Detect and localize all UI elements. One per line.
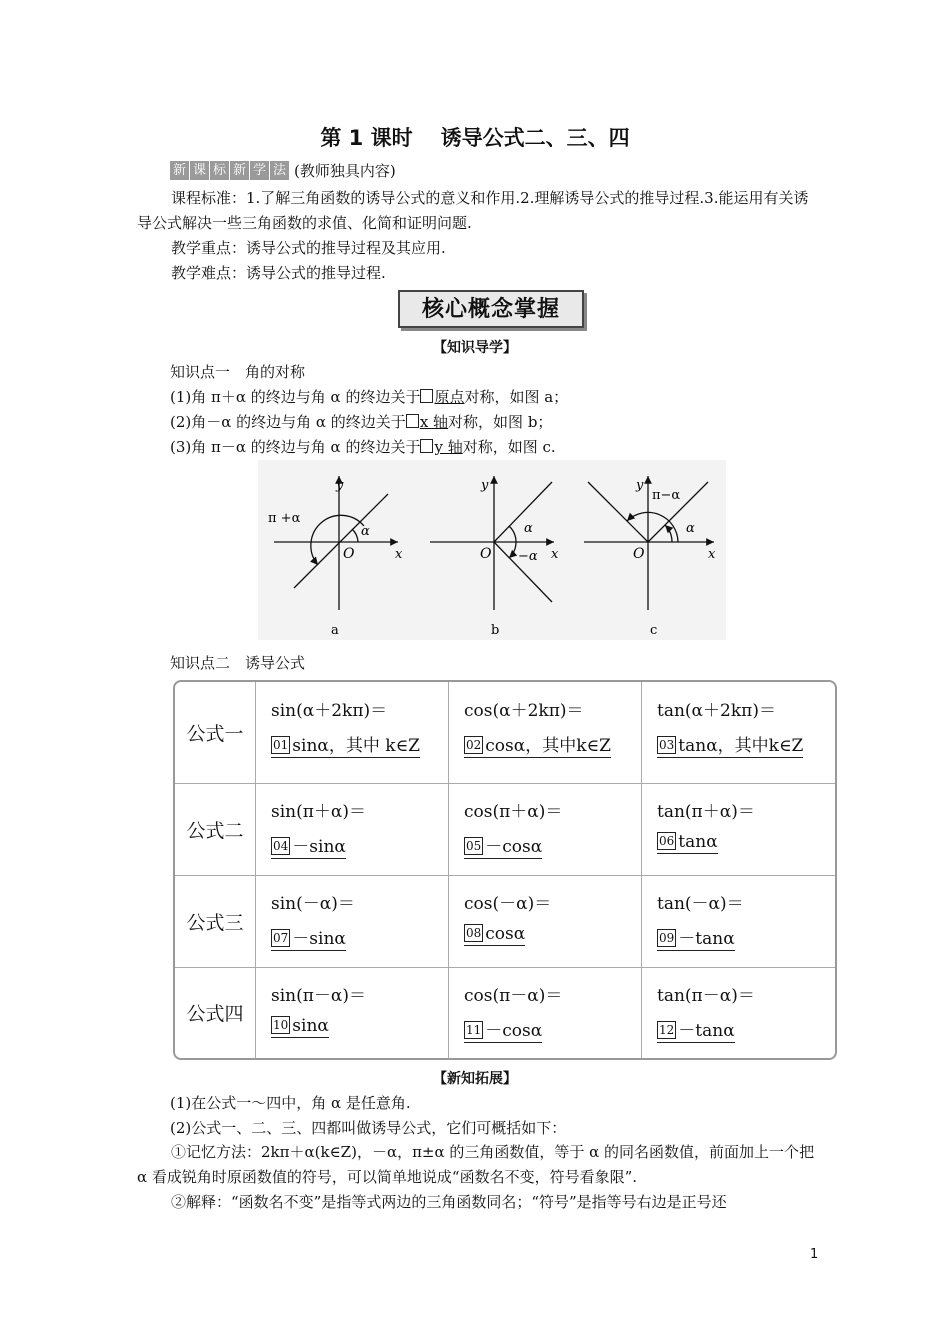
course-standard: 课程标准：1.了解三角函数的诱导公式的意义和作用.2.理解诱导公式的推导过程.3.能运用有关诱导公式解决一些三角函数的求值、化简和证明问题. [137,189,809,232]
teaching-key-point: 教学重点：诱导公式的推导过程及其应用. [171,239,446,257]
formula-name: 公式三 [175,875,256,967]
induction-formula-table [173,680,837,1060]
formula-expr: sin(α＋2kπ)＝ [271,701,388,721]
formula-expr: tan(π＋α)＝ [657,802,755,822]
formula-row [175,783,835,876]
axis-label-y: y [336,478,344,493]
answer-number: 09 [659,931,675,945]
teacher-note: (教师独具内容) [294,162,396,180]
formula-answer: 08 cosα [466,924,526,944]
formula-cell [449,967,642,1058]
answer-blank: x 轴 [406,413,448,431]
formula-expr: cos(α＋2kπ)＝ [464,701,584,721]
title-lesson-number: 第 1 课时 [320,126,413,150]
label-pi-plus-alpha: π +α [268,511,301,526]
answer-number: 10 [273,1018,289,1032]
formula-cell [642,875,835,967]
formula-answer: 10 sinα [273,1016,329,1036]
formula-expr: sin(－α)＝ [271,894,355,914]
axis-label-x: x [708,547,716,562]
kp1-heading: 知识点一 角的对称 [170,363,306,381]
diagram-background [258,460,726,640]
formula-answer: 12 －tanα [657,1016,735,1043]
formula-answer: 01 sinα，其中 k∈Z [271,731,420,758]
formula-cell [642,682,835,783]
page-number: 1 [810,1247,819,1262]
answer-number: 05 [466,839,482,853]
teaching-difficulty: 教学难点：诱导公式的推导过程. [171,264,386,282]
formula-cell [642,783,835,875]
formula-cell [256,783,449,875]
formula-answer: 07 －sinα [271,924,346,951]
kp1-line-3: (3)角 π－α 的终边与角 α 的终边关于 y 轴对称，如图 c. [170,438,556,456]
axis-label-y: y [636,478,644,493]
title-topic: 诱导公式二、三、四 [440,126,630,150]
origin-label: O [480,546,492,562]
expansion-point-2: (2)公式一、二、三、四都叫做诱导公式，它们可概括如下： [170,1119,567,1137]
tag-char: 标 [210,161,229,180]
blank-box-icon [406,414,419,428]
caption-a: a [331,623,339,638]
formula-row [175,875,835,968]
memory-method: ①记忆方法：2kπ＋α(k∈Z)，－α，π±α 的三角函数值，等于 α 的同名函数值，前面加上一个把 α 看成锐角时原函数值的符号，可以简单地说成“函数名不变，符号看象限”. [137,1143,815,1186]
tag-char: 法 [270,161,289,180]
formula-answer: 05 －cosα [464,832,542,859]
kp2-heading: 知识点二 诱导公式 [170,654,306,672]
formula-cell [256,875,449,967]
formula-expr: sin(π＋α)＝ [271,802,367,822]
formula-expr: sin(π－α)＝ [271,986,367,1006]
answer-blank: y 轴 [420,438,462,456]
label-alpha: α [524,521,533,536]
tag-char: 新 [230,161,249,180]
tag-char: 学 [250,161,269,180]
formula-answer: 03 tanα，其中k∈Z [657,731,803,758]
answer-number: 02 [466,738,482,752]
formula-expr: cos(π＋α)＝ [464,802,563,822]
formula-answer: 06 tanα [659,832,718,852]
axis-label-x: x [551,547,559,562]
answer-number: 03 [659,738,675,752]
explanation: ②解释：“函数名不变”是指等式两边的三角函数同名；“符号”是指等号右边是正号还 [171,1193,727,1211]
answer-blank: 原点 [420,388,464,406]
blank-box-icon [420,389,433,403]
tag-char: 新 [170,161,189,180]
formula-answer: 02 cosα，其中k∈Z [464,731,611,758]
section-banner: 核心概念掌握 [398,290,584,328]
formula-expr: tan(－α)＝ [657,894,744,914]
formula-expr: cos(π－α)＝ [464,986,563,1006]
answer-number: 12 [659,1023,675,1037]
formula-answer: 11 －cosα [464,1016,542,1043]
kp1-line-2: (2)角－α 的终边与角 α 的终边关于 x 轴对称，如图 b； [170,413,553,431]
formula-answer: 09 －tanα [657,924,735,951]
answer-number: 08 [466,926,482,940]
lesson-title [0,122,950,152]
formula-row [175,967,835,1058]
answer-number: 06 [659,834,675,848]
answer-number: 11 [466,1023,482,1037]
label-alpha: α [686,521,695,536]
axis-label-y: y [481,478,489,493]
caption-b: b [491,623,500,638]
formula-cell [256,967,449,1058]
formula-cell [642,967,835,1058]
expansion-heading: 【新知拓展】 [433,1071,517,1087]
formula-expr: tan(α＋2kπ)＝ [657,701,776,721]
label-pi-minus-alpha: π−α [652,488,681,503]
formula-expr: cos(－α)＝ [464,894,552,914]
origin-label: O [343,546,355,562]
formula-name: 公式一 [175,682,256,783]
formula-name: 公式四 [175,967,256,1058]
blank-box-icon [420,439,433,453]
answer-number: 01 [273,738,289,752]
label-alpha: α [361,524,370,539]
formula-cell [449,682,642,783]
formula-cell [449,875,642,967]
angle-symmetry-diagrams [258,460,726,640]
formula-row [175,682,835,784]
tag-char: 课 [190,161,209,180]
axis-label-x: x [395,547,403,562]
caption-c: c [650,623,658,638]
answer-number: 07 [273,931,289,945]
formula-answer: 04 －sinα [271,832,346,859]
kp1-line-1: (1)角 π＋α 的终边与角 α 的终边关于 原点对称，如图 a； [170,388,569,406]
expansion-point-1: (1)在公式一～四中，角 α 是任意角. [170,1094,411,1112]
label-neg-alpha: −α [518,549,538,564]
formula-name: 公式二 [175,783,256,875]
knowledge-guide-heading: 【知识导学】 [433,340,517,356]
diagram-svg [258,460,726,640]
formula-cell [449,783,642,875]
origin-label: O [633,546,645,562]
formula-expr: tan(π－α)＝ [657,986,755,1006]
method-tagline [170,160,396,181]
answer-number: 04 [273,839,289,853]
formula-cell [256,682,449,783]
